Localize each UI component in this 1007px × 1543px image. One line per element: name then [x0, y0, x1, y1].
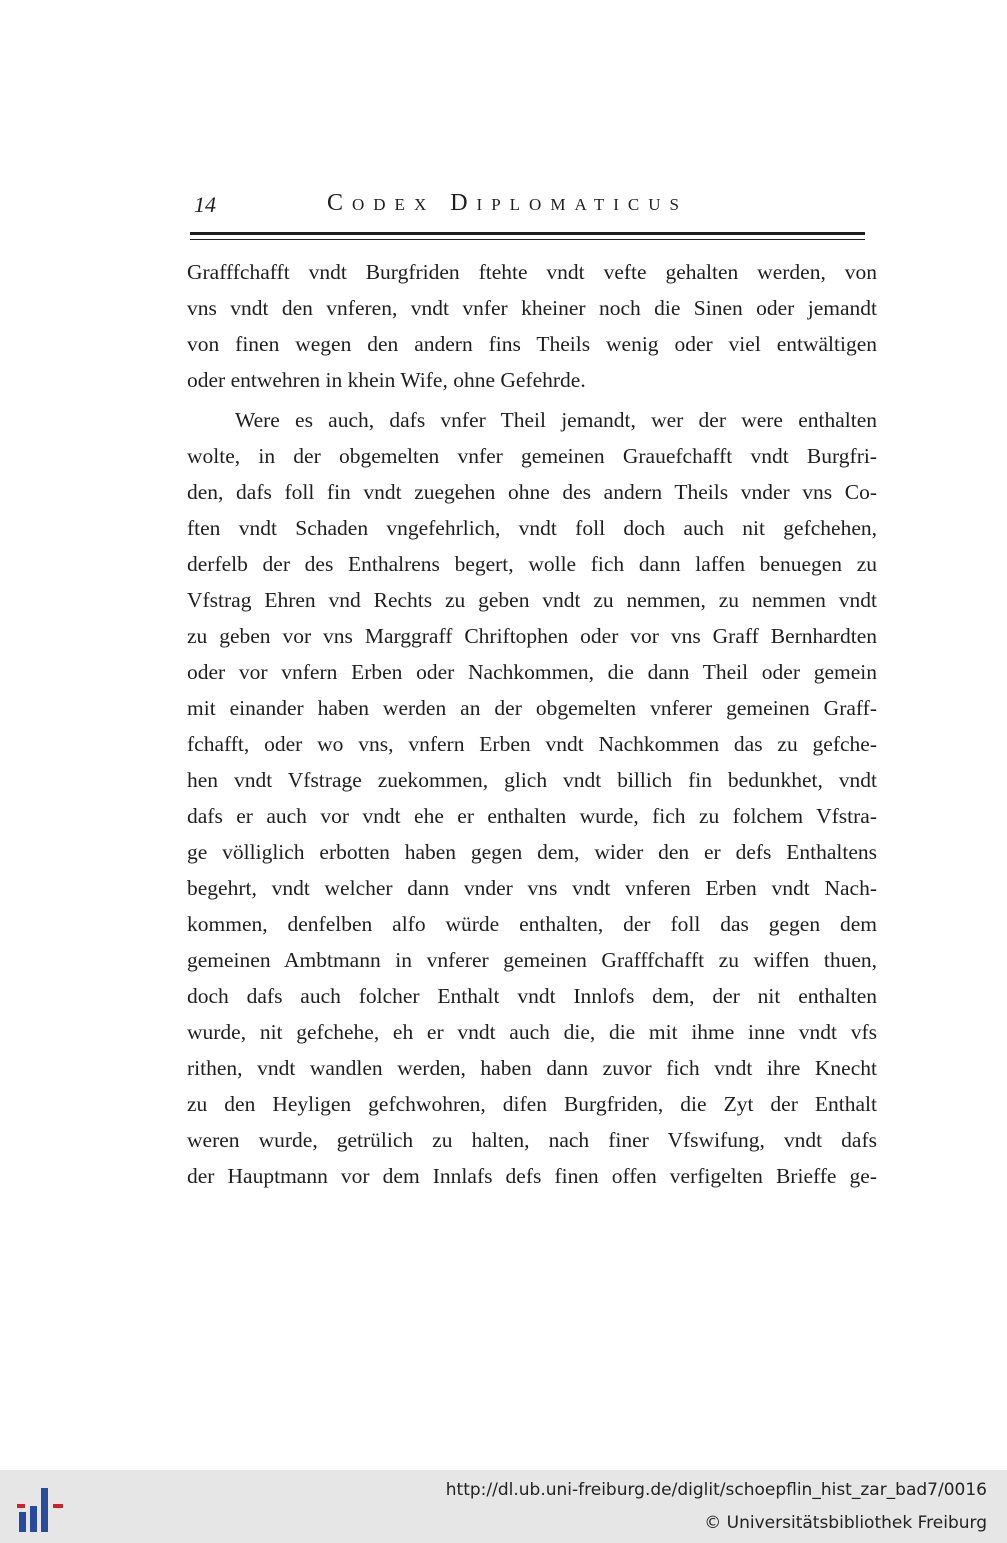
logo-blue-bar — [30, 1506, 37, 1532]
text-line: dafs er auch vor vndt ehe er enthalten wurde, fich zu folchem Vfstra- — [187, 804, 877, 828]
logo-blue-bar — [19, 1512, 26, 1532]
text-line: der Hauptmann vor dem Innlafs defs finen offen verfigelten Brieffe ge- — [187, 1164, 877, 1188]
copyright-notice: © Universitätsbibliothek Freiburg — [704, 1513, 987, 1533]
text-line: gemeinen Ambtmann in vnferer gemeinen Grafffchafft zu wiffen thuen, — [187, 948, 877, 972]
library-logo-icon[interactable] — [17, 1484, 65, 1534]
header-rule-thick — [190, 232, 865, 235]
running-title: Codex Diplomaticus — [327, 190, 688, 216]
text-line: zu geben vor vns Marggraff Chriftophen oder vor vns Graff Bernhardten — [187, 624, 877, 648]
text-line: mit einander haben werden an der obgemelten vnferer gemeinen Graff- — [187, 696, 877, 720]
footer-bar — [0, 1470, 1007, 1543]
paragraph-2 — [187, 402, 877, 1194]
page-number: 14 — [194, 192, 216, 217]
text-line: doch dafs auch folcher Enthalt vndt Innlofs dem, der nit enthalten — [187, 984, 877, 1008]
text-line: begehrt, vndt welcher dann vnder vns vndt vnferen Erben vndt Nach- — [187, 876, 877, 900]
text-line: weren wurde, getrülich zu halten, nach finer Vfswifung, vndt dafs — [187, 1128, 877, 1152]
running-head — [190, 188, 870, 224]
logo-red-bar — [53, 1504, 63, 1508]
text-line: den, dafs foll fin vndt zuegehen ohne des andern Theils vnder vns Co- — [187, 480, 877, 504]
permalink-url[interactable]: http://dl.ub.uni-freiburg.de/diglit/schoepflin_hist_zar_bad7/0016 — [445, 1480, 987, 1500]
text-line: oder entwehren in khein Wife, ohne Gefehrde. — [187, 368, 586, 392]
logo-blue-bar — [41, 1488, 48, 1532]
text-line: vns vndt den vnferen, vndt vnfer kheiner noch die Sinen oder jemandt — [187, 296, 877, 320]
text-line: Were es auch, dafs vnfer Theil jemandt, wer der were enthalten — [235, 408, 877, 432]
text-line: oder vor vnfern Erben oder Nachkommen, die dann Theil oder gemein — [187, 660, 877, 684]
text-line: wolte, in der obgemelten vnfer gemeinen Grauefchafft vndt Burgfri- — [187, 444, 877, 468]
body-text — [187, 254, 877, 1194]
text-line: wurde, nit gefchehe, eh er vndt auch die, die mit ihme inne vndt vfs — [187, 1020, 877, 1044]
text-line: kommen, denfelben alfo würde enthalten, der foll das gegen dem — [187, 912, 877, 936]
text-line: derfelb der des Enthalrens begert, wolle fich dann laffen benuegen zu — [187, 552, 877, 576]
header-rule-thin — [190, 239, 865, 240]
text-line: zu den Heyligen gefchwohren, difen Burgfriden, die Zyt der Enthalt — [187, 1092, 877, 1116]
text-line: fchafft, oder wo vns, vnfern Erben vndt Nachkommen das zu gefche- — [187, 732, 877, 756]
text-line: ften vndt Schaden vngefehrlich, vndt foll doch auch nit gefchehen, — [187, 516, 877, 540]
text-line: Grafffchafft vndt Burgfriden ftehte vndt vefte gehalten werden, von — [187, 260, 877, 284]
text-line: von finen wegen den andern fins Theils wenig oder viel entwältigen — [187, 332, 877, 356]
text-line: rithen, vndt wandlen werden, haben dann zuvor fich vndt ihre Knecht — [187, 1056, 877, 1080]
text-line: hen vndt Vfstrage zuekommen, glich vndt billich fin bedunkhet, vndt — [187, 768, 877, 792]
text-line: Vfstrag Ehren vnd Rechts zu geben vndt zu nemmen, zu nemmen vndt — [187, 588, 877, 612]
text-line: ge völliglich erbotten haben gegen dem, wider den er defs Enthaltens — [187, 840, 877, 864]
paragraph-1 — [187, 254, 877, 398]
logo-red-bar — [17, 1504, 25, 1508]
